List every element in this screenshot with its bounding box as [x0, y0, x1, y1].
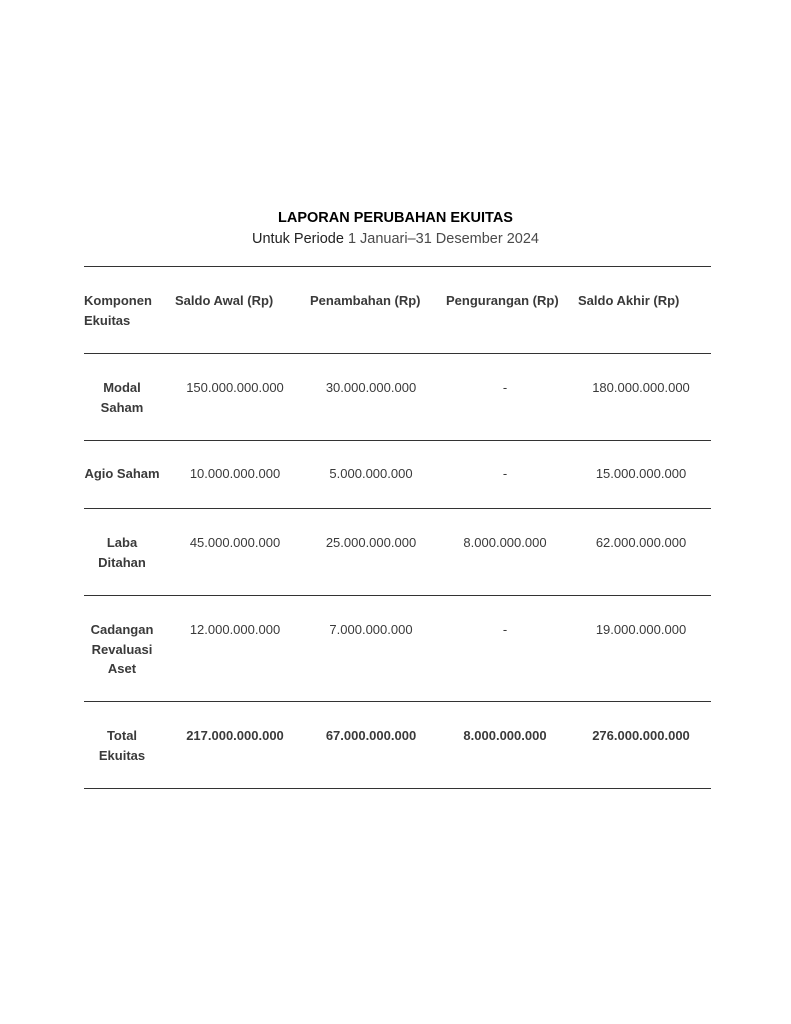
row-closing: 15.000.000.000 — [595, 466, 687, 481]
header-deductions: Pengurangan (Rp) — [446, 293, 559, 308]
row-opening: 45.000.000.000 — [189, 535, 281, 550]
row-opening: 12.000.000.000 — [189, 622, 281, 637]
total-label: Total Ekuitas — [98, 728, 146, 763]
report-title: LAPORAN PERUBAHAN EKUITAS — [278, 210, 513, 226]
header-closing-balance: Saldo Akhir (Rp) — [578, 293, 680, 308]
row-deductions: - — [502, 380, 508, 395]
row-component: Modal Saham — [100, 380, 144, 415]
row-component: Agio Saham — [84, 466, 160, 481]
row-additions: 25.000.000.000 — [325, 535, 417, 550]
total-closing: 276.000.000.000 — [592, 728, 690, 743]
table-header-row — [84, 267, 711, 354]
row-component: Laba Ditahan — [98, 535, 146, 570]
total-additions: 67.000.000.000 — [325, 728, 417, 743]
row-additions: 30.000.000.000 — [325, 380, 417, 395]
table-row — [84, 441, 711, 509]
report-subtitle — [0, 231, 791, 247]
row-deductions: - — [502, 622, 508, 637]
report-period: 1 Januari–31 Desember 2024 — [347, 231, 539, 247]
row-closing: 19.000.000.000 — [595, 622, 687, 637]
total-deductions: 8.000.000.000 — [463, 728, 547, 743]
row-additions: 5.000.000.000 — [329, 466, 413, 481]
total-opening: 217.000.000.000 — [186, 728, 284, 743]
row-deductions: 8.000.000.000 — [463, 535, 547, 550]
header-opening-balance: Saldo Awal (Rp) — [175, 293, 274, 308]
row-additions: 7.000.000.000 — [329, 622, 413, 637]
row-closing: 180.000.000.000 — [592, 380, 690, 395]
total-row — [84, 702, 711, 789]
equity-table — [84, 266, 711, 789]
row-component: Cadangan Revaluasi Aset — [90, 622, 154, 676]
table-row — [84, 596, 711, 702]
row-opening: 150.000.000.000 — [186, 380, 284, 395]
subtitle-prefix: Untuk Periode — [252, 231, 348, 247]
row-deductions: - — [502, 466, 508, 481]
row-opening: 10.000.000.000 — [189, 466, 281, 481]
header-component: Komponen Ekuitas — [84, 293, 152, 328]
table-row — [84, 509, 711, 596]
header-additions: Penambahan (Rp) — [310, 293, 421, 308]
row-closing: 62.000.000.000 — [595, 535, 687, 550]
table-row — [84, 354, 711, 441]
